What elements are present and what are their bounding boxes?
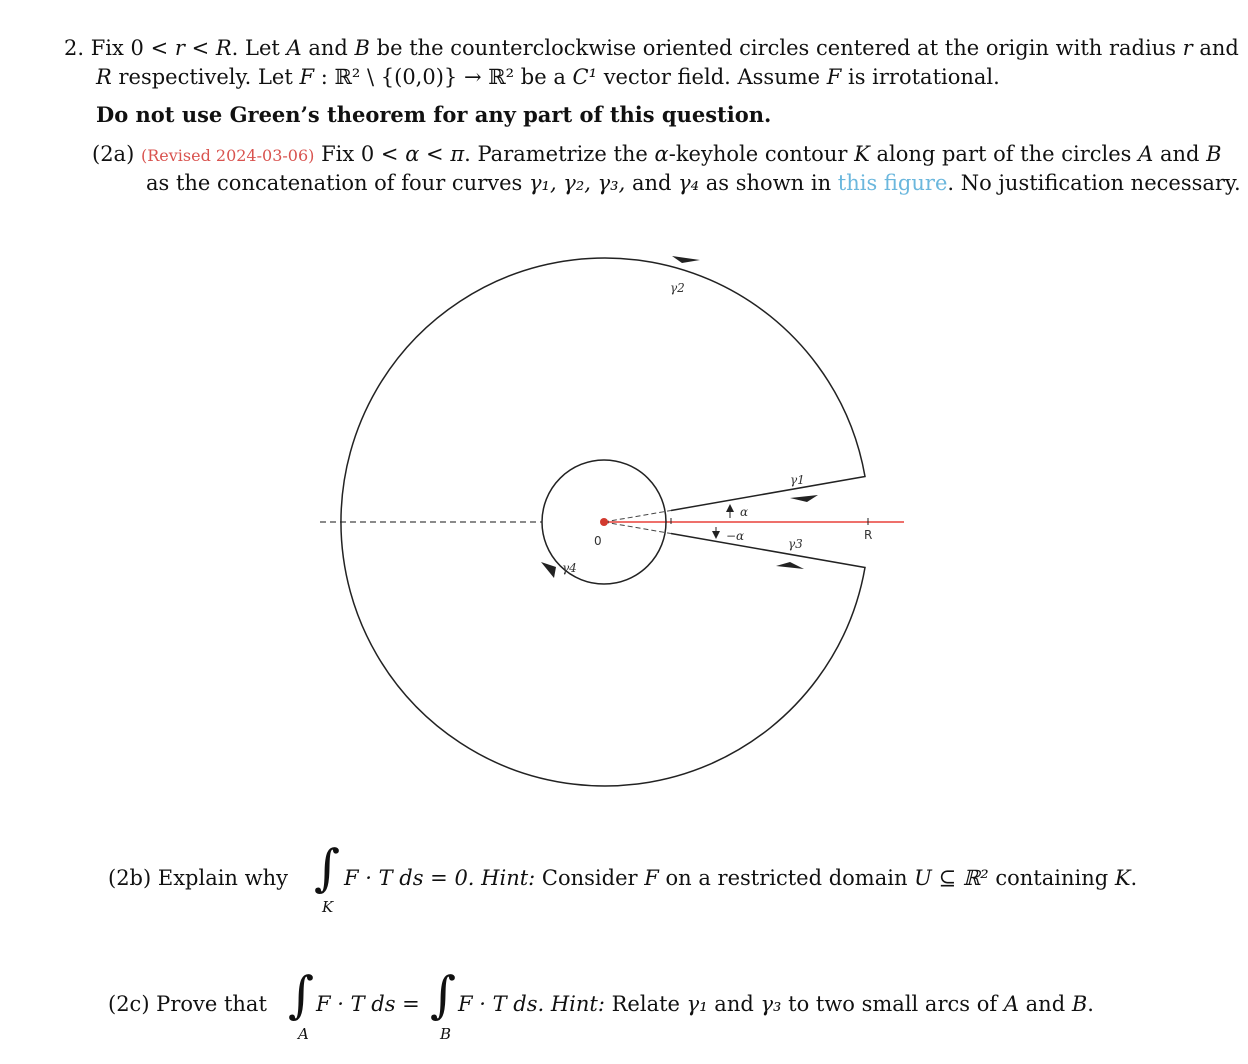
- text: . Parametrize the: [464, 142, 655, 166]
- text: and: [1192, 36, 1239, 60]
- text: as the concatenation of four curves: [146, 171, 529, 195]
- origin-dot: [600, 518, 608, 526]
- gamma2-label: γ2: [670, 281, 685, 295]
- text: -keyhole contour: [668, 142, 855, 166]
- integral-subscript-B: B: [440, 1025, 452, 1043]
- R-label: R: [864, 528, 873, 542]
- text: Fix 0 <: [90, 36, 175, 60]
- var-r: r: [174, 36, 185, 60]
- text: and: [1018, 992, 1072, 1016]
- text: be the counterclockwise oriented circles centered at the origin with radius: [369, 36, 1183, 60]
- var-F: F: [299, 65, 315, 89]
- text: respectively. Let: [111, 65, 300, 89]
- integral-sign-A-icon: ∫: [288, 966, 315, 1024]
- var-alpha: α: [654, 142, 669, 166]
- text: . Let: [231, 36, 287, 60]
- bold-note: Do not use Green’s theorem for any part of this question.: [96, 102, 772, 127]
- dashed-upper-ray: [604, 511, 671, 523]
- text: on a restricted domain: [658, 866, 915, 890]
- text: to two small arcs of: [781, 992, 1004, 1016]
- class-c1: C¹: [572, 65, 598, 89]
- text: and: [707, 992, 761, 1016]
- var-alpha: α: [405, 142, 420, 166]
- var-R: R: [96, 65, 112, 89]
- integral-sign-B-icon: ∫: [430, 966, 457, 1024]
- alpha-label: α: [740, 505, 749, 519]
- part-b-statement: [344, 864, 1137, 892]
- var-A: A: [286, 36, 302, 60]
- integrand-a-text: F · T ds =: [316, 992, 420, 1016]
- text: .: [1130, 866, 1138, 890]
- integrand-b-text: F · T ds.: [458, 992, 545, 1016]
- text: is irrotational.: [841, 65, 1000, 89]
- gamma4-arrow-icon: [541, 562, 556, 578]
- text: Fix 0 <: [314, 142, 406, 166]
- text: and: [301, 36, 355, 60]
- text: Consider: [535, 866, 645, 890]
- var-R: R: [215, 36, 232, 60]
- text: <: [184, 36, 216, 60]
- text: containing: [988, 866, 1115, 890]
- text: Relate: [604, 992, 687, 1016]
- alpha-up-arrow-icon: [726, 504, 734, 512]
- text: :: [314, 65, 335, 89]
- part-c-label: (2c) Prove that: [108, 992, 267, 1016]
- part-a-line2: [146, 169, 1241, 197]
- hint-label: Hint:: [474, 866, 536, 890]
- dashed-lower-ray: [604, 522, 671, 534]
- text: and: [625, 171, 679, 195]
- gamma1-label: γ1: [790, 473, 805, 487]
- integral-subscript-K: K: [322, 898, 334, 916]
- problem-statement-line2: [96, 63, 1000, 91]
- part-c-statement: [458, 990, 1094, 1018]
- figure-link[interactable]: this figure: [837, 171, 948, 195]
- curves-list: γ₁, γ₂, γ₃,: [528, 171, 626, 195]
- var-A: A: [1138, 142, 1154, 166]
- gamma3-label: γ3: [788, 537, 803, 551]
- problem-statement-line1: [64, 34, 1239, 62]
- var-gamma1: γ₁: [686, 992, 708, 1016]
- part-a-label: (2a): [92, 142, 135, 166]
- keyhole-contour-figure: [300, 240, 920, 820]
- var-B: B: [1206, 142, 1222, 166]
- text: as shown in: [699, 171, 838, 195]
- integrand: F · T ds = 0.: [344, 866, 475, 890]
- var-F: F: [644, 866, 659, 890]
- neg-alpha-label: −α: [726, 529, 745, 543]
- var-gamma3: γ₃: [760, 992, 782, 1016]
- var-K: K: [1114, 866, 1131, 890]
- text: . No justification necessary.: [947, 171, 1241, 195]
- var-pi: π: [450, 142, 465, 166]
- text: be a: [514, 65, 573, 89]
- integral-subscript-A: A: [298, 1025, 309, 1043]
- var-B: B: [354, 36, 370, 60]
- var-F: F: [826, 65, 842, 89]
- var-U: U ⊆ ℝ²: [914, 866, 989, 890]
- var-gamma4: γ₄: [678, 171, 700, 195]
- hint-label: Hint:: [544, 992, 605, 1016]
- integrand-A: [316, 990, 420, 1018]
- problem-number: 2.: [64, 36, 85, 60]
- revised-note: (Revised 2024-03-06): [140, 146, 315, 165]
- var-r: r: [1182, 36, 1193, 60]
- gamma3-arrow-icon: [776, 562, 804, 569]
- integral-sign-icon: ∫: [314, 839, 341, 897]
- text: vector field. Assume: [597, 65, 827, 89]
- neg-alpha-down-arrow-icon: [712, 531, 720, 539]
- gamma4-label: γ4: [562, 561, 577, 575]
- text: along part of the circles: [869, 142, 1139, 166]
- var-K: K: [854, 142, 870, 166]
- text: <: [419, 142, 451, 166]
- gamma2-arrow-icon: [672, 256, 700, 263]
- var-A: A: [1003, 992, 1019, 1016]
- part-b-label: (2b) Explain why: [108, 866, 288, 890]
- origin-label: 0: [594, 534, 602, 548]
- text: .: [1087, 992, 1094, 1016]
- gamma1-arrow-icon: [790, 495, 818, 502]
- domain-set: ℝ² \ {(0,0)} → ℝ²: [334, 65, 515, 89]
- part-a-line1: [92, 140, 1222, 170]
- var-B: B: [1071, 992, 1088, 1016]
- text: and: [1153, 142, 1207, 166]
